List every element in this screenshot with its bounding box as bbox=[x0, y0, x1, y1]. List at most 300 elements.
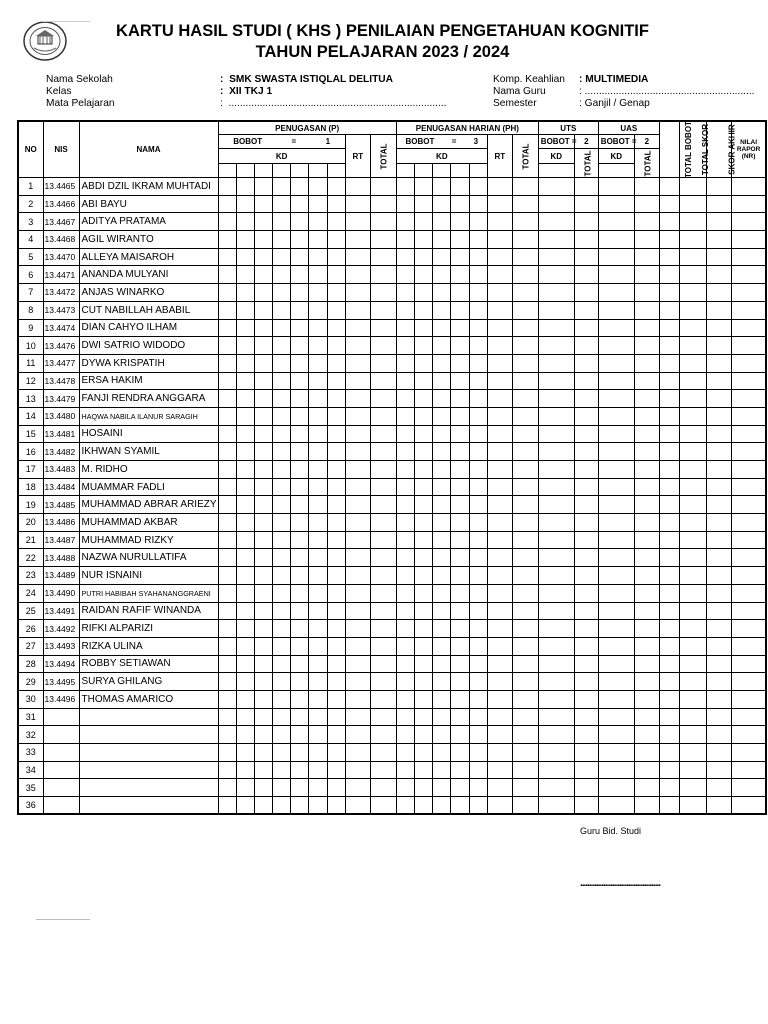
grade-cell bbox=[396, 461, 414, 479]
grade-cell bbox=[254, 478, 272, 496]
grade-cell bbox=[574, 390, 598, 408]
grade-cell bbox=[706, 443, 731, 461]
grade-cell bbox=[487, 584, 512, 602]
row-name: ROBBY SETIAWAN bbox=[79, 655, 218, 673]
grade-cell bbox=[706, 231, 731, 249]
grade-cell bbox=[218, 372, 236, 390]
grade-cell bbox=[598, 779, 634, 797]
grade-cell bbox=[538, 567, 574, 585]
row-name: HAQWA NABILA ILANUR SARAGIH bbox=[79, 407, 218, 425]
grade-cell bbox=[487, 478, 512, 496]
grade-cell bbox=[451, 443, 469, 461]
row-nis: 13.4466 bbox=[43, 195, 79, 213]
grade-cell bbox=[487, 390, 512, 408]
grade-cell bbox=[706, 655, 731, 673]
grade-cell bbox=[706, 407, 731, 425]
grade-cell bbox=[469, 461, 487, 479]
grade-cell bbox=[291, 390, 309, 408]
grade-cell bbox=[469, 390, 487, 408]
grade-cell bbox=[706, 178, 731, 196]
grade-cell bbox=[538, 266, 574, 284]
grade-cell bbox=[415, 514, 433, 532]
grade-cell bbox=[679, 407, 706, 425]
grade-cell bbox=[309, 443, 327, 461]
grade-cell bbox=[254, 248, 272, 266]
row-number: 33 bbox=[18, 744, 43, 762]
col-header-total-uts: TOTAL bbox=[574, 149, 598, 178]
grade-cell bbox=[706, 337, 731, 355]
col-header-rt-ph: RT bbox=[487, 135, 512, 178]
grade-cell bbox=[538, 514, 574, 532]
grade-cell bbox=[415, 602, 433, 620]
grade-cell bbox=[345, 708, 370, 726]
grade-cell bbox=[574, 213, 598, 231]
grade-cell bbox=[487, 690, 512, 708]
bobot-uts-val: 2 bbox=[574, 135, 598, 149]
grade-cell bbox=[291, 673, 309, 691]
subject-label: Mata Pelajaran bbox=[46, 98, 115, 109]
grade-cell bbox=[291, 461, 309, 479]
row-name: ANJAS WINARKO bbox=[79, 284, 218, 302]
grade-cell bbox=[538, 337, 574, 355]
grade-cell bbox=[706, 478, 731, 496]
grade-cell bbox=[574, 531, 598, 549]
grade-cell bbox=[396, 620, 414, 638]
grade-cell bbox=[659, 744, 679, 762]
grade-cell bbox=[291, 531, 309, 549]
row-nis: 13.4471 bbox=[43, 266, 79, 284]
grade-cell bbox=[598, 514, 634, 532]
grade-cell bbox=[415, 390, 433, 408]
grade-cell bbox=[218, 779, 236, 797]
grade-cell bbox=[218, 744, 236, 762]
grade-cell bbox=[679, 195, 706, 213]
grade-cell bbox=[512, 231, 538, 249]
grade-cell bbox=[291, 248, 309, 266]
table-row bbox=[18, 354, 766, 372]
grade-cell bbox=[679, 478, 706, 496]
grade-cell bbox=[327, 354, 345, 372]
signature-label: Guru Bid. Studi bbox=[580, 826, 642, 836]
grade-cell bbox=[291, 761, 309, 779]
grade-cell bbox=[598, 461, 634, 479]
table-row bbox=[18, 407, 766, 425]
row-name: M. RIDHO bbox=[79, 461, 218, 479]
grade-cell bbox=[370, 213, 396, 231]
grade-cell bbox=[659, 567, 679, 585]
grade-cell bbox=[574, 443, 598, 461]
grade-cell bbox=[370, 584, 396, 602]
grade-cell bbox=[345, 584, 370, 602]
table-row bbox=[18, 514, 766, 532]
grade-cell bbox=[236, 690, 254, 708]
grade-cell bbox=[415, 496, 433, 514]
grade-cell bbox=[659, 514, 679, 532]
table-row bbox=[18, 708, 766, 726]
grade-cell bbox=[236, 390, 254, 408]
grade-cell bbox=[706, 301, 731, 319]
grade-cell bbox=[487, 655, 512, 673]
grade-cell bbox=[273, 231, 291, 249]
teacher-value: : ............................................................ bbox=[579, 86, 755, 97]
row-number: 2 bbox=[18, 195, 43, 213]
grade-cell bbox=[451, 390, 469, 408]
grade-cell bbox=[634, 620, 659, 638]
grade-cell bbox=[236, 655, 254, 673]
grade-cell bbox=[538, 213, 574, 231]
grade-cell bbox=[731, 195, 766, 213]
grade-cell bbox=[218, 726, 236, 744]
grade-cell bbox=[236, 779, 254, 797]
grade-cell bbox=[218, 690, 236, 708]
grade-cell bbox=[538, 584, 574, 602]
grade-cell bbox=[370, 461, 396, 479]
grade-cell bbox=[451, 337, 469, 355]
grade-cell bbox=[469, 584, 487, 602]
grade-cell bbox=[679, 248, 706, 266]
grade-cell bbox=[659, 655, 679, 673]
grade-cell bbox=[415, 531, 433, 549]
grade-cell bbox=[273, 354, 291, 372]
grade-cell bbox=[574, 637, 598, 655]
grade-cell bbox=[291, 708, 309, 726]
row-name bbox=[79, 744, 218, 762]
grade-cell bbox=[236, 726, 254, 744]
grade-cell bbox=[327, 602, 345, 620]
grade-cell bbox=[218, 178, 236, 196]
grade-cell bbox=[451, 690, 469, 708]
grade-cell bbox=[598, 797, 634, 815]
grade-cell bbox=[706, 761, 731, 779]
row-number: 9 bbox=[18, 319, 43, 337]
grade-cell bbox=[254, 761, 272, 779]
grade-cell bbox=[659, 284, 679, 302]
grade-cell bbox=[345, 779, 370, 797]
grade-cell bbox=[218, 584, 236, 602]
grade-cell bbox=[512, 567, 538, 585]
grade-cell bbox=[659, 708, 679, 726]
grade-cell bbox=[291, 372, 309, 390]
grade-cell bbox=[469, 372, 487, 390]
grade-cell bbox=[396, 496, 414, 514]
grade-cell bbox=[512, 407, 538, 425]
grade-cell bbox=[415, 266, 433, 284]
table-row bbox=[18, 337, 766, 355]
grade-cell bbox=[512, 637, 538, 655]
grade-cell bbox=[291, 354, 309, 372]
grade-cell bbox=[512, 620, 538, 638]
row-nis bbox=[43, 797, 79, 815]
grade-cell bbox=[309, 284, 327, 302]
grade-cell bbox=[291, 301, 309, 319]
grade-cell bbox=[396, 248, 414, 266]
grade-cell bbox=[236, 319, 254, 337]
grade-cell bbox=[236, 443, 254, 461]
col-header-uas: UAS bbox=[598, 121, 659, 135]
row-nis: 13.4491 bbox=[43, 602, 79, 620]
row-name: ABI BAYU bbox=[79, 195, 218, 213]
grade-cell bbox=[396, 372, 414, 390]
grade-cell bbox=[634, 567, 659, 585]
grade-cell bbox=[345, 461, 370, 479]
grade-cell bbox=[309, 761, 327, 779]
row-number: 11 bbox=[18, 354, 43, 372]
grade-cell bbox=[538, 231, 574, 249]
bobot-ph: BOBOT = 3 bbox=[396, 135, 487, 149]
grade-cell bbox=[254, 337, 272, 355]
grade-cell bbox=[512, 284, 538, 302]
grade-cell bbox=[370, 514, 396, 532]
grade-cell bbox=[396, 425, 414, 443]
grade-cell bbox=[679, 178, 706, 196]
grade-cell bbox=[396, 514, 414, 532]
row-nis: 13.4470 bbox=[43, 248, 79, 266]
grade-cell bbox=[469, 637, 487, 655]
grade-cell bbox=[273, 461, 291, 479]
grade-cell bbox=[574, 620, 598, 638]
grade-cell bbox=[659, 761, 679, 779]
grade-cell bbox=[309, 248, 327, 266]
grade-cell bbox=[451, 779, 469, 797]
grade-cell bbox=[469, 531, 487, 549]
grade-cell bbox=[327, 620, 345, 638]
grade-cell bbox=[291, 797, 309, 815]
grade-cell bbox=[218, 496, 236, 514]
grade-cell bbox=[574, 195, 598, 213]
grade-cell bbox=[370, 797, 396, 815]
grade-cell bbox=[254, 213, 272, 231]
grade-cell bbox=[451, 231, 469, 249]
grade-cell bbox=[731, 726, 766, 744]
row-number: 23 bbox=[18, 567, 43, 585]
grade-cell bbox=[679, 390, 706, 408]
row-number: 8 bbox=[18, 301, 43, 319]
grade-cell bbox=[433, 708, 451, 726]
grade-cell bbox=[512, 690, 538, 708]
grade-cell bbox=[469, 354, 487, 372]
grade-cell bbox=[309, 195, 327, 213]
grade-cell bbox=[327, 761, 345, 779]
grade-cell bbox=[451, 620, 469, 638]
grade-cell bbox=[679, 337, 706, 355]
grade-cell bbox=[273, 496, 291, 514]
grade-cell bbox=[598, 655, 634, 673]
grade-cell bbox=[679, 726, 706, 744]
grade-cell bbox=[218, 761, 236, 779]
grade-cell bbox=[236, 372, 254, 390]
grade-cell bbox=[254, 266, 272, 284]
grade-cell bbox=[679, 602, 706, 620]
row-name: MUHAMMAD ABRAR ARIEZY bbox=[79, 496, 218, 514]
grade-cell bbox=[370, 620, 396, 638]
grade-cell bbox=[451, 797, 469, 815]
grade-cell bbox=[309, 478, 327, 496]
row-number: 28 bbox=[18, 655, 43, 673]
row-nis: 13.4496 bbox=[43, 690, 79, 708]
grade-cell bbox=[433, 284, 451, 302]
grade-cell bbox=[254, 673, 272, 691]
grade-cell bbox=[345, 284, 370, 302]
grade-cell bbox=[327, 726, 345, 744]
grade-cell bbox=[415, 425, 433, 443]
grade-cell bbox=[731, 407, 766, 425]
grade-cell bbox=[598, 354, 634, 372]
grade-cell bbox=[706, 690, 731, 708]
grade-cell bbox=[538, 673, 574, 691]
grade-cell bbox=[451, 213, 469, 231]
grade-cell bbox=[327, 248, 345, 266]
grade-cell bbox=[634, 319, 659, 337]
grade-cell bbox=[679, 761, 706, 779]
grade-cell bbox=[254, 620, 272, 638]
grade-cell bbox=[327, 549, 345, 567]
grade-cell bbox=[415, 195, 433, 213]
grade-cell bbox=[706, 514, 731, 532]
grade-cell bbox=[345, 443, 370, 461]
grade-cell bbox=[291, 549, 309, 567]
grades-table bbox=[17, 120, 767, 815]
row-name: FANJI RENDRA ANGGARA bbox=[79, 390, 218, 408]
grade-cell bbox=[487, 266, 512, 284]
grade-cell bbox=[254, 726, 272, 744]
grade-cell bbox=[309, 549, 327, 567]
grade-cell bbox=[487, 673, 512, 691]
grade-cell bbox=[659, 178, 679, 196]
grade-cell bbox=[538, 178, 574, 196]
grade-cell bbox=[254, 195, 272, 213]
grade-cell bbox=[254, 549, 272, 567]
grade-cell bbox=[598, 708, 634, 726]
grade-cell bbox=[598, 761, 634, 779]
grade-cell bbox=[634, 301, 659, 319]
grade-cell bbox=[574, 655, 598, 673]
bobot-uts: BOBOT = bbox=[538, 135, 574, 149]
grade-cell bbox=[370, 761, 396, 779]
grade-cell bbox=[273, 761, 291, 779]
grade-cell bbox=[415, 461, 433, 479]
grade-cell bbox=[634, 266, 659, 284]
grade-cell bbox=[309, 531, 327, 549]
grade-cell bbox=[451, 178, 469, 196]
row-name: RIZKA ULINA bbox=[79, 637, 218, 655]
grade-cell bbox=[273, 673, 291, 691]
class-value: : XII TKJ 1 bbox=[220, 86, 273, 97]
grade-cell bbox=[469, 567, 487, 585]
grade-cell bbox=[451, 673, 469, 691]
table-row bbox=[18, 195, 766, 213]
col-header-nilai-rapor: NILAI RAPOR (NR) bbox=[731, 121, 766, 178]
grade-cell bbox=[706, 248, 731, 266]
grade-cell bbox=[218, 514, 236, 532]
row-nis: 13.4494 bbox=[43, 655, 79, 673]
grade-cell bbox=[451, 461, 469, 479]
col-header-total-p: TOTAL bbox=[370, 135, 396, 178]
grade-cell bbox=[487, 761, 512, 779]
grade-cell bbox=[309, 407, 327, 425]
grade-cell bbox=[512, 266, 538, 284]
grade-cell bbox=[433, 213, 451, 231]
grade-cell bbox=[659, 443, 679, 461]
grade-cell bbox=[598, 407, 634, 425]
grade-cell bbox=[538, 195, 574, 213]
grade-cell bbox=[345, 531, 370, 549]
grade-cell bbox=[469, 425, 487, 443]
grade-cell bbox=[415, 407, 433, 425]
grade-cell bbox=[451, 425, 469, 443]
grade-cell bbox=[370, 637, 396, 655]
grade-cell bbox=[396, 443, 414, 461]
grade-cell bbox=[598, 673, 634, 691]
grade-cell bbox=[291, 779, 309, 797]
grade-cell bbox=[433, 372, 451, 390]
grade-cell bbox=[291, 478, 309, 496]
grade-cell bbox=[487, 354, 512, 372]
grade-cell bbox=[574, 266, 598, 284]
grade-cell bbox=[396, 602, 414, 620]
grade-cell bbox=[273, 549, 291, 567]
grade-cell bbox=[706, 195, 731, 213]
grade-cell bbox=[291, 690, 309, 708]
grade-cell bbox=[236, 425, 254, 443]
grade-cell bbox=[309, 584, 327, 602]
grade-cell bbox=[309, 620, 327, 638]
grade-cell bbox=[291, 213, 309, 231]
grade-cell bbox=[309, 637, 327, 655]
grade-cell bbox=[254, 390, 272, 408]
row-number: 15 bbox=[18, 425, 43, 443]
grade-cell bbox=[598, 496, 634, 514]
grade-cell bbox=[218, 602, 236, 620]
grade-cell bbox=[327, 690, 345, 708]
row-nis: 13.4481 bbox=[43, 425, 79, 443]
grade-cell bbox=[574, 584, 598, 602]
row-nis: 13.4487 bbox=[43, 531, 79, 549]
grade-cell bbox=[345, 354, 370, 372]
row-name: ABDI DZIL IKRAM MUHTADI bbox=[79, 178, 218, 196]
row-nis bbox=[43, 761, 79, 779]
grade-cell bbox=[396, 797, 414, 815]
table-row bbox=[18, 266, 766, 284]
grade-cell bbox=[254, 301, 272, 319]
table-row bbox=[18, 213, 766, 231]
grade-cell bbox=[598, 195, 634, 213]
grade-cell bbox=[291, 744, 309, 762]
grade-cell bbox=[291, 584, 309, 602]
row-number: 18 bbox=[18, 478, 43, 496]
grade-cell bbox=[659, 425, 679, 443]
grade-cell bbox=[370, 337, 396, 355]
grade-cell bbox=[634, 425, 659, 443]
grade-cell bbox=[451, 708, 469, 726]
grade-cell bbox=[327, 372, 345, 390]
grade-cell bbox=[396, 761, 414, 779]
grade-cell bbox=[538, 425, 574, 443]
grade-cell bbox=[487, 337, 512, 355]
table-row bbox=[18, 478, 766, 496]
grade-cell bbox=[345, 248, 370, 266]
row-number: 4 bbox=[18, 231, 43, 249]
grade-cell bbox=[415, 726, 433, 744]
grade-cell bbox=[634, 779, 659, 797]
grade-cell bbox=[634, 496, 659, 514]
grade-cell bbox=[309, 496, 327, 514]
grade-cell bbox=[345, 761, 370, 779]
grade-cell bbox=[574, 744, 598, 762]
grade-cell bbox=[345, 514, 370, 532]
grade-cell bbox=[679, 708, 706, 726]
col-header-total-bobot: TOTAL BOBOT bbox=[659, 121, 679, 178]
row-number: 22 bbox=[18, 549, 43, 567]
